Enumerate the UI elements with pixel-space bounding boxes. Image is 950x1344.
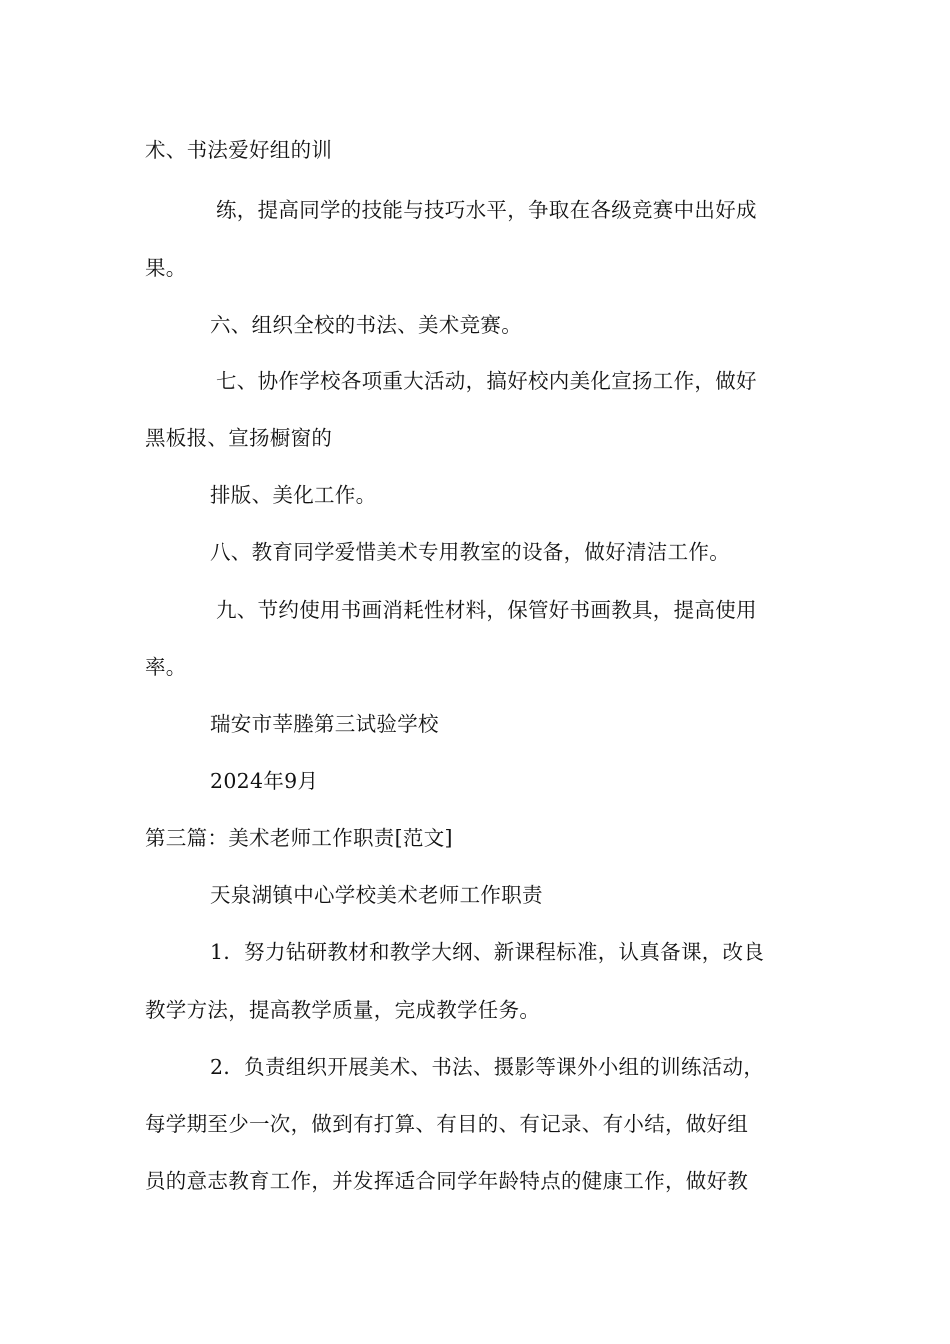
text-line: 2．负责组织开展美术、书法、摄影等课外小组的训练活动， bbox=[210, 1055, 765, 1079]
text-line: 排版、美化工作。 bbox=[210, 483, 377, 507]
text-line: 练，提高同学的技能与技巧水平，争取在各级竞赛中出好成 bbox=[216, 198, 757, 222]
text-line: 1．努力钻研教材和教学大纲、新课程标准，认真备课，改良 bbox=[210, 940, 765, 964]
text-line: 九、节约使用书画消耗性材料，保管好书画教具，提高使用 bbox=[216, 598, 757, 622]
text-line: 果。 bbox=[145, 256, 187, 280]
text-line: 率。 bbox=[145, 655, 187, 679]
text-line: 八、教育同学爱惜美术专用教室的设备，做好清洁工作。 bbox=[210, 540, 730, 564]
text-line: 六、组织全校的书法、美术竞赛。 bbox=[210, 313, 522, 337]
text-line: 教学方法，提高教学质量，完成教学任务。 bbox=[145, 998, 541, 1022]
text-line: 员的意志教育工作，并发挥适合同学年龄特点的健康工作，做好教 bbox=[145, 1169, 749, 1193]
section-heading: 第三篇：美术老师工作职责[范文] bbox=[145, 826, 453, 850]
section-subtitle: 天泉湖镇中心学校美术老师工作职责 bbox=[210, 883, 543, 907]
signature-date: 2024年9月 bbox=[210, 769, 319, 793]
text-line: 黑板报、宣扬橱窗的 bbox=[145, 426, 333, 450]
signature-school: 瑞安市莘塍第三试验学校 bbox=[210, 712, 439, 736]
text-line: 术、书法爱好组的训 bbox=[145, 138, 333, 162]
text-line: 每学期至少一次，做到有打算、有目的、有记录、有小结，做好组 bbox=[145, 1112, 749, 1136]
text-line: 七、协作学校各项重大活动，搞好校内美化宣扬工作，做好 bbox=[216, 369, 757, 393]
